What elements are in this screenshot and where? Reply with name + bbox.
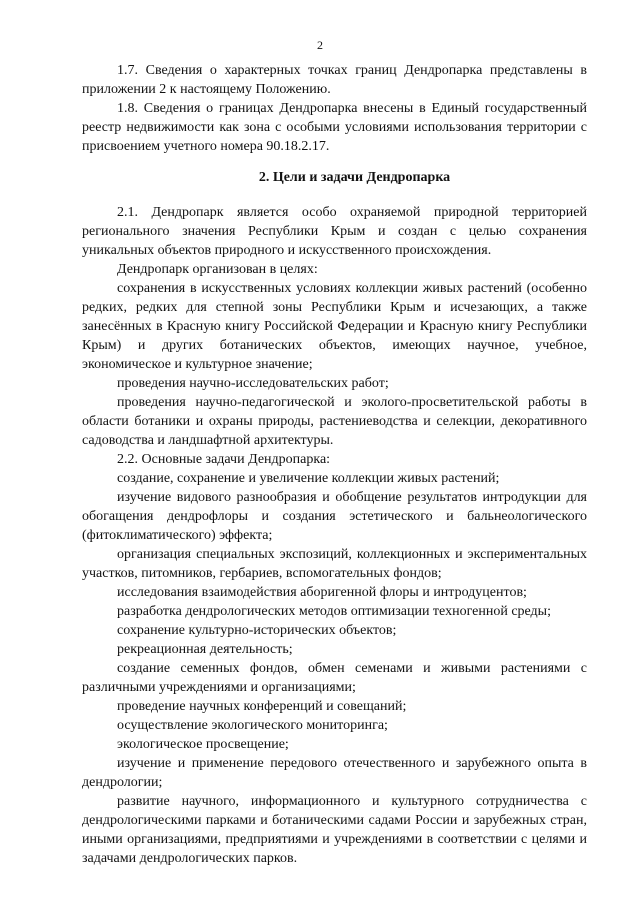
task-item: осуществление экологического мониторинга; [117, 718, 388, 733]
task-item: рекреационная деятельность; [117, 642, 293, 657]
task-item: развитие научного, информационного и культурного сотрудничества с дендрологическими парками и ботаническими садами России и зарубежных стран, иными организациями, предприятиями и учреждениями в соответствии с целями и задачами дендрологических парков. [82, 794, 587, 866]
clause-2-2: 2.2. Основные задачи Дендропарка: [117, 452, 331, 467]
task-item: создание, сохранение и увеличение коллекции живых растений; [117, 471, 500, 486]
goal-item: сохранения в искусственных условиях коллекции живых растений (особенно редких, редких для степной зоны Республики Крым и исчезающих, а также занесённых в Красную книгу Российской Федерации и Красную книгу Республики Крым) и других ботанических объектов, имеющих научное, учебное, экономическое и культурное значение; [82, 281, 587, 372]
task-item: сохранение культурно-исторических объектов; [117, 623, 397, 638]
task-item: создание семенных фондов, обмен семенами и живыми растениями с различными учреждениями и организациями; [82, 661, 587, 695]
page-number: 2 [317, 38, 323, 52]
goal-item: проведения научно-исследовательских работ; [117, 376, 389, 391]
clause-1-8: 1.8. Сведения о границах Дендропарка внесены в Единый государственный реестр недвижимости как зона с особыми условиями использования территории с присвоением учетного номера 90.18.2.17. [82, 101, 587, 154]
goal-item: проведения научно-педагогической и эколого-просветительской работы в области ботаники и охраны природы, растениеводства и селекции, декоративного садоводства и ландшафтной архитектуры. [82, 395, 587, 448]
clause-2-1: 2.1. Дендропарк является особо охраняемой природной территорией регионального значения Республики Крым и создан с целью сохранения уникальных объектов природного и искусственного происхождения. [82, 205, 587, 258]
task-item: разработка дендрологических методов оптимизации техногенной среды; [117, 604, 551, 619]
document-body [82, 61, 587, 868]
goals-intro: Дендропарк организован в целях: [117, 262, 318, 277]
clause-1-7: 1.7. Сведения о характерных точках границ Дендропарка представлены в приложении 2 к настоящему Положению. [82, 63, 587, 97]
task-item: исследования взаимодействия аборигенной флоры и интродуцентов; [117, 585, 527, 600]
section-heading: 2. Цели и задачи Дендропарка [258, 170, 451, 185]
task-item: изучение видового разнообразия и обобщение результатов интродукции для обогащения дендрофлоры и создания эстетического и бальнеологического (фитоклиматического) эффекта; [82, 490, 587, 543]
task-item: проведение научных конференций и совещаний; [117, 699, 407, 714]
task-item: изучение и применение передового отечественного и зарубежного опыта в дендрологии; [82, 756, 587, 790]
task-item: организация специальных экспозиций, коллекционных и экспериментальных участков, питомников, гербариев, вспомогательных фондов; [82, 547, 587, 581]
task-item: экологическое просвещение; [117, 737, 289, 752]
